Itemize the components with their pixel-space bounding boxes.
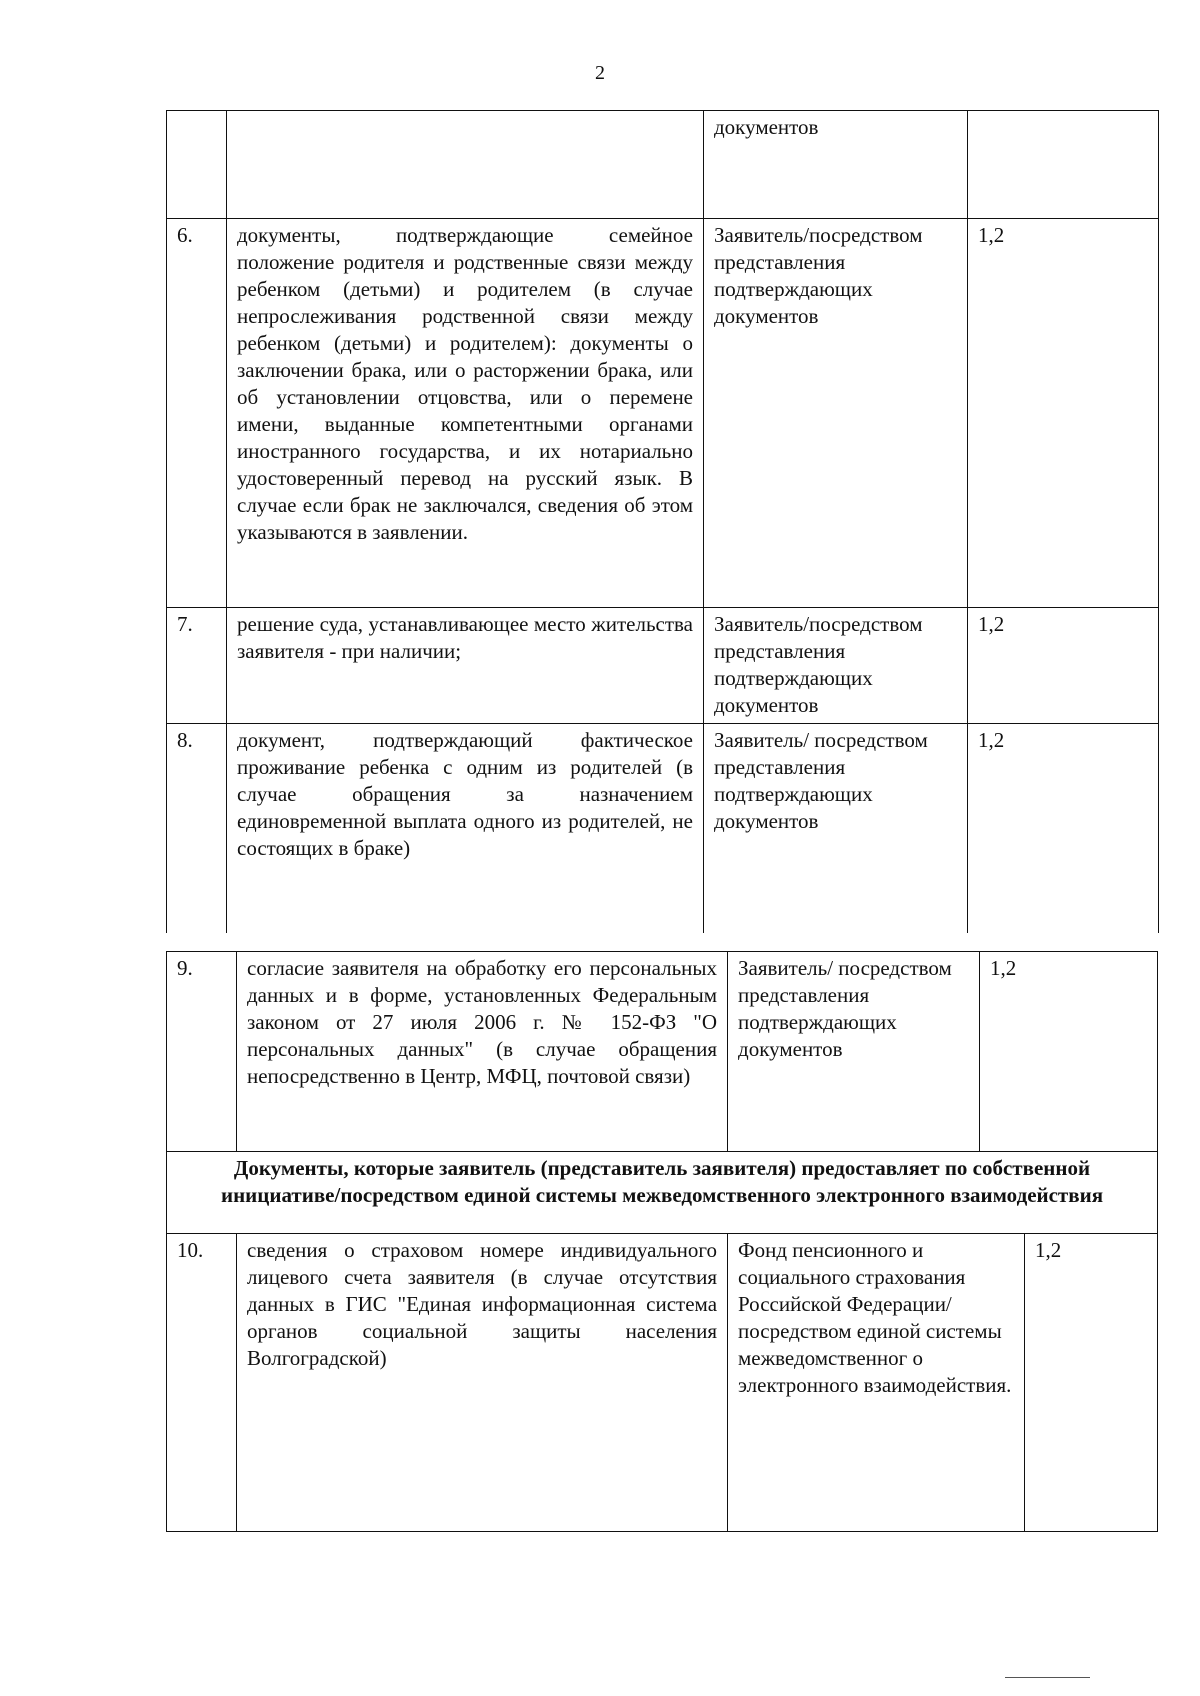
row-number: 9. bbox=[167, 952, 237, 1152]
row-source: Заявитель/ посредством представления подтверждающих документов bbox=[728, 952, 980, 1152]
row-source: документов bbox=[704, 111, 968, 219]
row-source: Фонд пенсионного и социального страхования Российской Федерации/ посредством единой системы межведомственног о электронного взаимодействия. bbox=[728, 1234, 1025, 1532]
documents-table-continued bbox=[166, 110, 1159, 933]
row-weight: 1,2 bbox=[968, 724, 1159, 933]
row-weight: 1,2 bbox=[968, 219, 1159, 608]
table-row bbox=[167, 724, 1159, 933]
row-description: сведения о страховом номере индивидуального лицевого счета заявителя (в случае отсутствия данных в ГИС "Единая информационная система органов социальной защиты населения Волгоградской) bbox=[237, 1234, 728, 1532]
row-number: 6. bbox=[167, 219, 227, 608]
row-number: 8. bbox=[167, 724, 227, 933]
row-source: Заявитель/посредством представления подтверждающих документов bbox=[704, 219, 968, 608]
table-row bbox=[167, 1234, 1158, 1532]
table-row bbox=[167, 952, 1158, 1152]
row-description: документы, подтверждающие семейное положение родителя и родственные связи между ребенком (детьми) и родителем (в случае непрослеживания родственной связи между ребенком (детьми) и родителем): документы о заключении брака, или о расторжении брака, или об установлении отцовства, или о перемене имени, выданные компетентными органами иностранного государства, и их нотариально удостоверенный перевод на русский язык. В случае если брак не заключался, сведения об этом указываются в заявлении. bbox=[227, 219, 704, 608]
row-weight: 1,2 bbox=[980, 952, 1158, 1152]
row-description: согласие заявителя на обработку его персональных данных и в форме, установленных Федеральным законом от 27 июля 2006 г. № 152-ФЗ "О персональных данных" (в случае обращения непосредственно в Центр, МФЦ, почтовой связи) bbox=[237, 952, 728, 1152]
row-source: Заявитель/посредством представления подтверждающих документов bbox=[704, 608, 968, 724]
row-number: 10. bbox=[167, 1234, 237, 1532]
row-weight: 1,2 bbox=[968, 608, 1159, 724]
row-description: документ, подтверждающий фактическое проживание ребенка с одним из родителей (в случае обращения за назначением единовременной выплата одного из родителей, не состоящих в браке) bbox=[227, 724, 704, 933]
row-weight bbox=[968, 111, 1159, 219]
section-row bbox=[167, 1152, 1158, 1234]
documents-table bbox=[166, 951, 1158, 1532]
row-description bbox=[227, 111, 704, 219]
row-description: решение суда, устанавливающее место жительства заявителя - при наличии; bbox=[227, 608, 704, 724]
section-heading: Документы, которые заявитель (представитель заявителя) предоставляет по собственной инициативе/посредством единой системы межведомственного электронного взаимодействия bbox=[167, 1152, 1158, 1234]
table-row bbox=[167, 608, 1159, 724]
scan-mark bbox=[1005, 1677, 1090, 1678]
row-number bbox=[167, 111, 227, 219]
row-number: 7. bbox=[167, 608, 227, 724]
table-row bbox=[167, 111, 1159, 219]
page-number: 2 bbox=[595, 62, 605, 84]
row-source: Заявитель/ посредством представления подтверждающих документов bbox=[704, 724, 968, 933]
table-row bbox=[167, 219, 1159, 608]
row-weight: 1,2 bbox=[1025, 1234, 1158, 1532]
